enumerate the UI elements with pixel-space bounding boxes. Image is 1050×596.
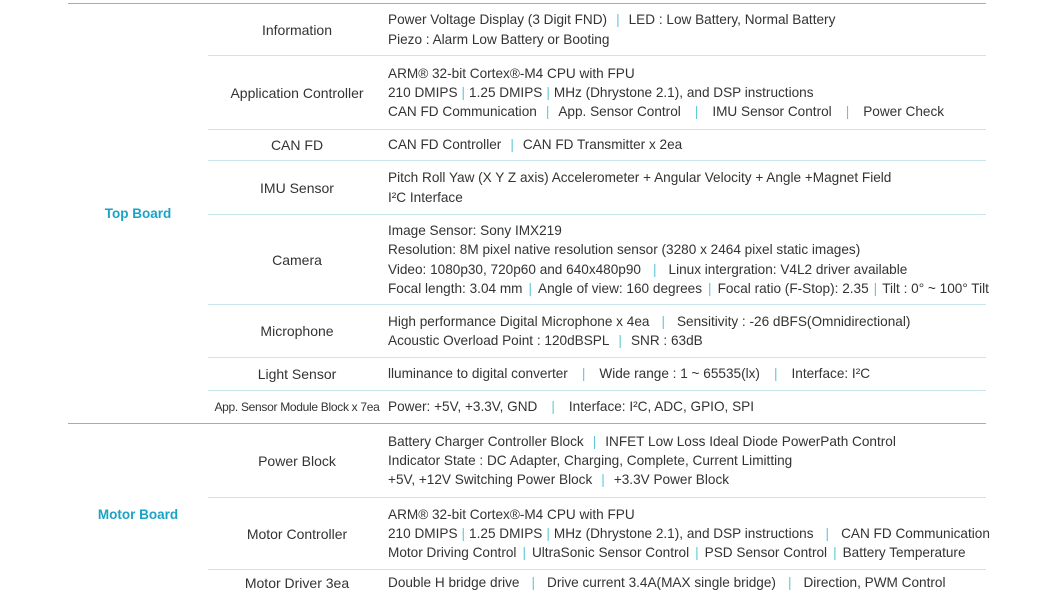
spec-row-light-sensor xyxy=(208,358,986,390)
group-label-top-board: Top Board xyxy=(104,206,172,221)
row-description: Double H bridge drive | Drive current 3.4A(MAX single bridge) | Direction, PWM Control xyxy=(388,575,946,591)
spec-row-imu-sensor xyxy=(208,161,986,214)
row-label: Microphone xyxy=(260,323,334,339)
row-description: Power: +5V, +3.3V, GND | Interface: I²C, ADC, GPIO, SPI xyxy=(388,399,754,415)
spec-row-information xyxy=(208,4,986,55)
row-description: ARM® 32-bit Cortex®-M4 CPU with FPU 210 DMIPS | 1.25 DMIPS | MHz (Dhrystone 2.1), and DSP instructions CAN FD Communication | App. Sensor Control | IMU Sensor Control | Power Check xyxy=(388,65,945,120)
row-description: Battery Charger Controller Block | INFET Low Loss Ideal Diode PowerPath Control Indicator State : DC Adapter, Charging, Complete, Current Limitting +5V, +12V Switching Power Block | +3.3V Power Block xyxy=(388,433,896,488)
row-label: Information xyxy=(261,21,333,38)
spec-row-app-sensor-module-block xyxy=(208,391,986,423)
spec-row-power-block xyxy=(208,424,986,497)
row-description: lluminance to digital converter | Wide range : 1 ~ 65535(lx) | Interface: I²C xyxy=(388,366,871,382)
row-description: ARM® 32-bit Cortex®-M4 CPU with FPU 210 DMIPS | 1.25 DMIPS | MHz (Dhrystone 2.1), and DSP instructions | CAN FD Communication Motor Driving Control | UltraSonic Sensor Control | PSD Sensor Control | Battery Temperature xyxy=(388,506,990,561)
row-description: Image Sensor: Sony IMX219 Resolution: 8M pixel native resolution sensor (3280 x 2464 pixel static images) Video: 1080p30, 720p60 and 640x480p90 | Linux intergration: V4L2 driver available Focal length: 3.04 mm | Angle of view: 160 degrees | Focal ratio (F-Stop): 2.35 | Tilt : 0° ~ 100° Tilt xyxy=(388,223,989,296)
row-description: Pitch Roll Yaw (X Y Z axis) Accelerometer + Angular Velocity + Angle +Magnet Field I²C Interface xyxy=(388,170,892,205)
row-label: Power Block xyxy=(258,452,336,469)
row-description: High performance Digital Microphone x 4ea | Sensitivity : -26 dBFS(Omnidirectional) Acoustic Overload Point : 120dBSPL | SNR : 63dB xyxy=(388,313,911,348)
spec-row-microphone xyxy=(208,305,986,357)
row-label: Motor Driver 3ea xyxy=(244,575,350,591)
row-label: CAN FD xyxy=(270,137,324,153)
row-label: App. Sensor Module Block x 7ea xyxy=(214,400,380,414)
spec-row-can-fd xyxy=(208,130,986,160)
row-description: CAN FD Controller | CAN FD Transmitter x 2ea xyxy=(388,137,683,153)
spec-row-application-controller xyxy=(208,56,986,129)
spec-row-motor-driver xyxy=(208,570,986,596)
spec-row-motor-controller xyxy=(208,498,990,569)
row-label: IMU Sensor xyxy=(260,179,334,196)
row-label: Application Controller xyxy=(230,84,364,101)
row-label: Motor Controller xyxy=(246,525,348,542)
group-label-motor-board: Motor Board xyxy=(97,507,179,522)
row-label: Light Sensor xyxy=(257,366,337,382)
row-description: Power Voltage Display (3 Digit FND) | LED : Low Battery, Normal Battery Piezo : Alarm Low Battery or Booting xyxy=(388,12,836,47)
row-label: Camera xyxy=(272,251,322,268)
spec-row-camera xyxy=(208,215,989,304)
